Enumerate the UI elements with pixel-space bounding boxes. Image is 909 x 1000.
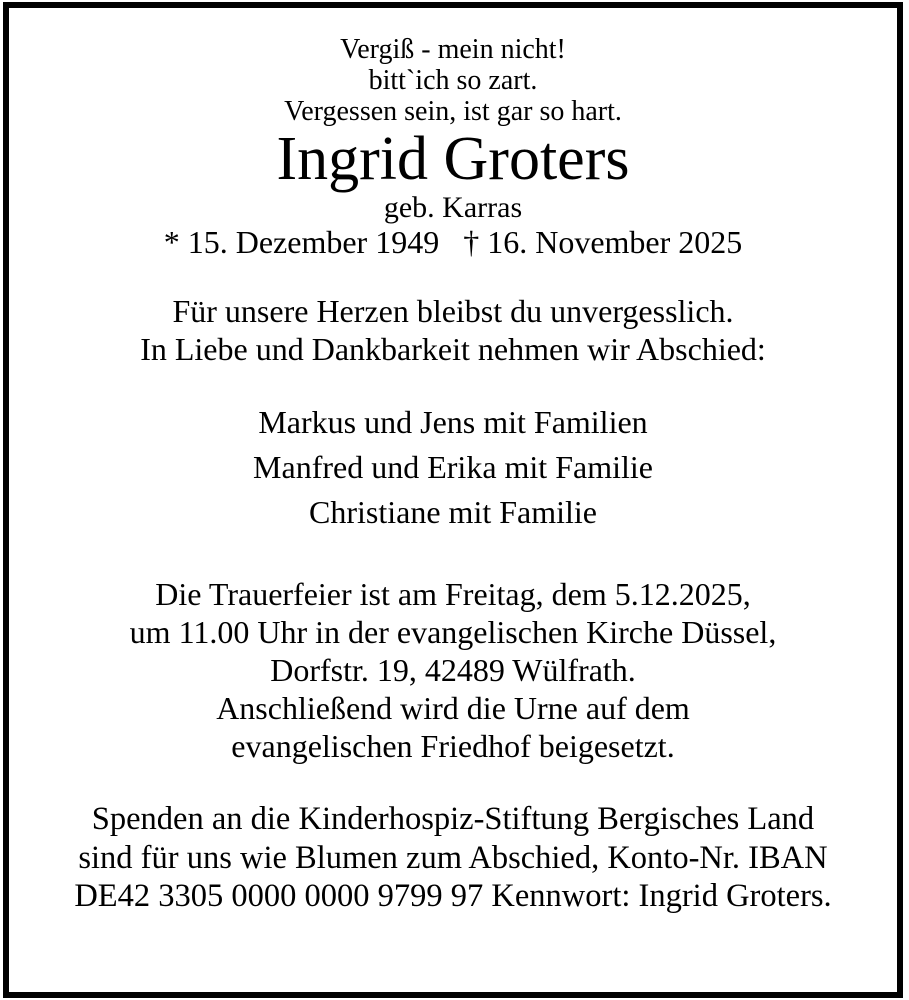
epigraph-verse [9, 8, 897, 127]
service-line: Die Trauerfeier ist am Freitag, dem 5.12.2025, [155, 576, 751, 612]
epigraph-line: bitt`ich so zart. [368, 65, 538, 96]
service-details [9, 575, 897, 765]
deceased-name: Ingrid Groters [276, 125, 630, 193]
service-line: Anschließend wird die Urne auf dem [216, 690, 690, 726]
farewell-line: In Liebe und Dankbarkeit nehmen wir Abschied: [140, 331, 766, 367]
maiden-name: geb. Karras [383, 191, 523, 224]
epigraph-line: Vergiß - mein nicht! [340, 34, 566, 65]
farewell-line: Für unsere Herzen bleibst du unvergesslich. [172, 293, 734, 329]
death-date: † 16. November 2025 [463, 224, 743, 260]
notice-content [9, 8, 897, 992]
donation-line: sind für uns wie Blumen zum Abschied, Konto-Nr. IBAN [78, 839, 828, 876]
service-line: um 11.00 Uhr in der evangelischen Kirche Düssel, [129, 614, 777, 650]
donation-line: Spenden an die Kinderhospiz-Stiftung Bergisches Land [91, 801, 815, 837]
epigraph-line: Vergessen sein, ist gar so hart. [284, 96, 622, 127]
donation-line: DE42 3305 0000 0000 9799 97 Kennwort: Ingrid Groters. [74, 878, 832, 914]
mourner-line: Markus und Jens mit Familien [258, 404, 648, 440]
service-line: Dorfstr. 19, 42489 Wülfrath. [270, 652, 636, 688]
birth-date: * 15. Dezember 1949 [163, 224, 440, 260]
mourner-line: Manfred und Erika mit Familie [253, 449, 653, 485]
life-dates [9, 225, 897, 260]
mourners-list [9, 400, 897, 535]
farewell-text [9, 292, 897, 368]
service-line: evangelischen Friedhof beigesetzt. [231, 728, 675, 764]
mourner-line: Christiane mit Familie [309, 494, 597, 530]
donation-details [9, 800, 897, 916]
